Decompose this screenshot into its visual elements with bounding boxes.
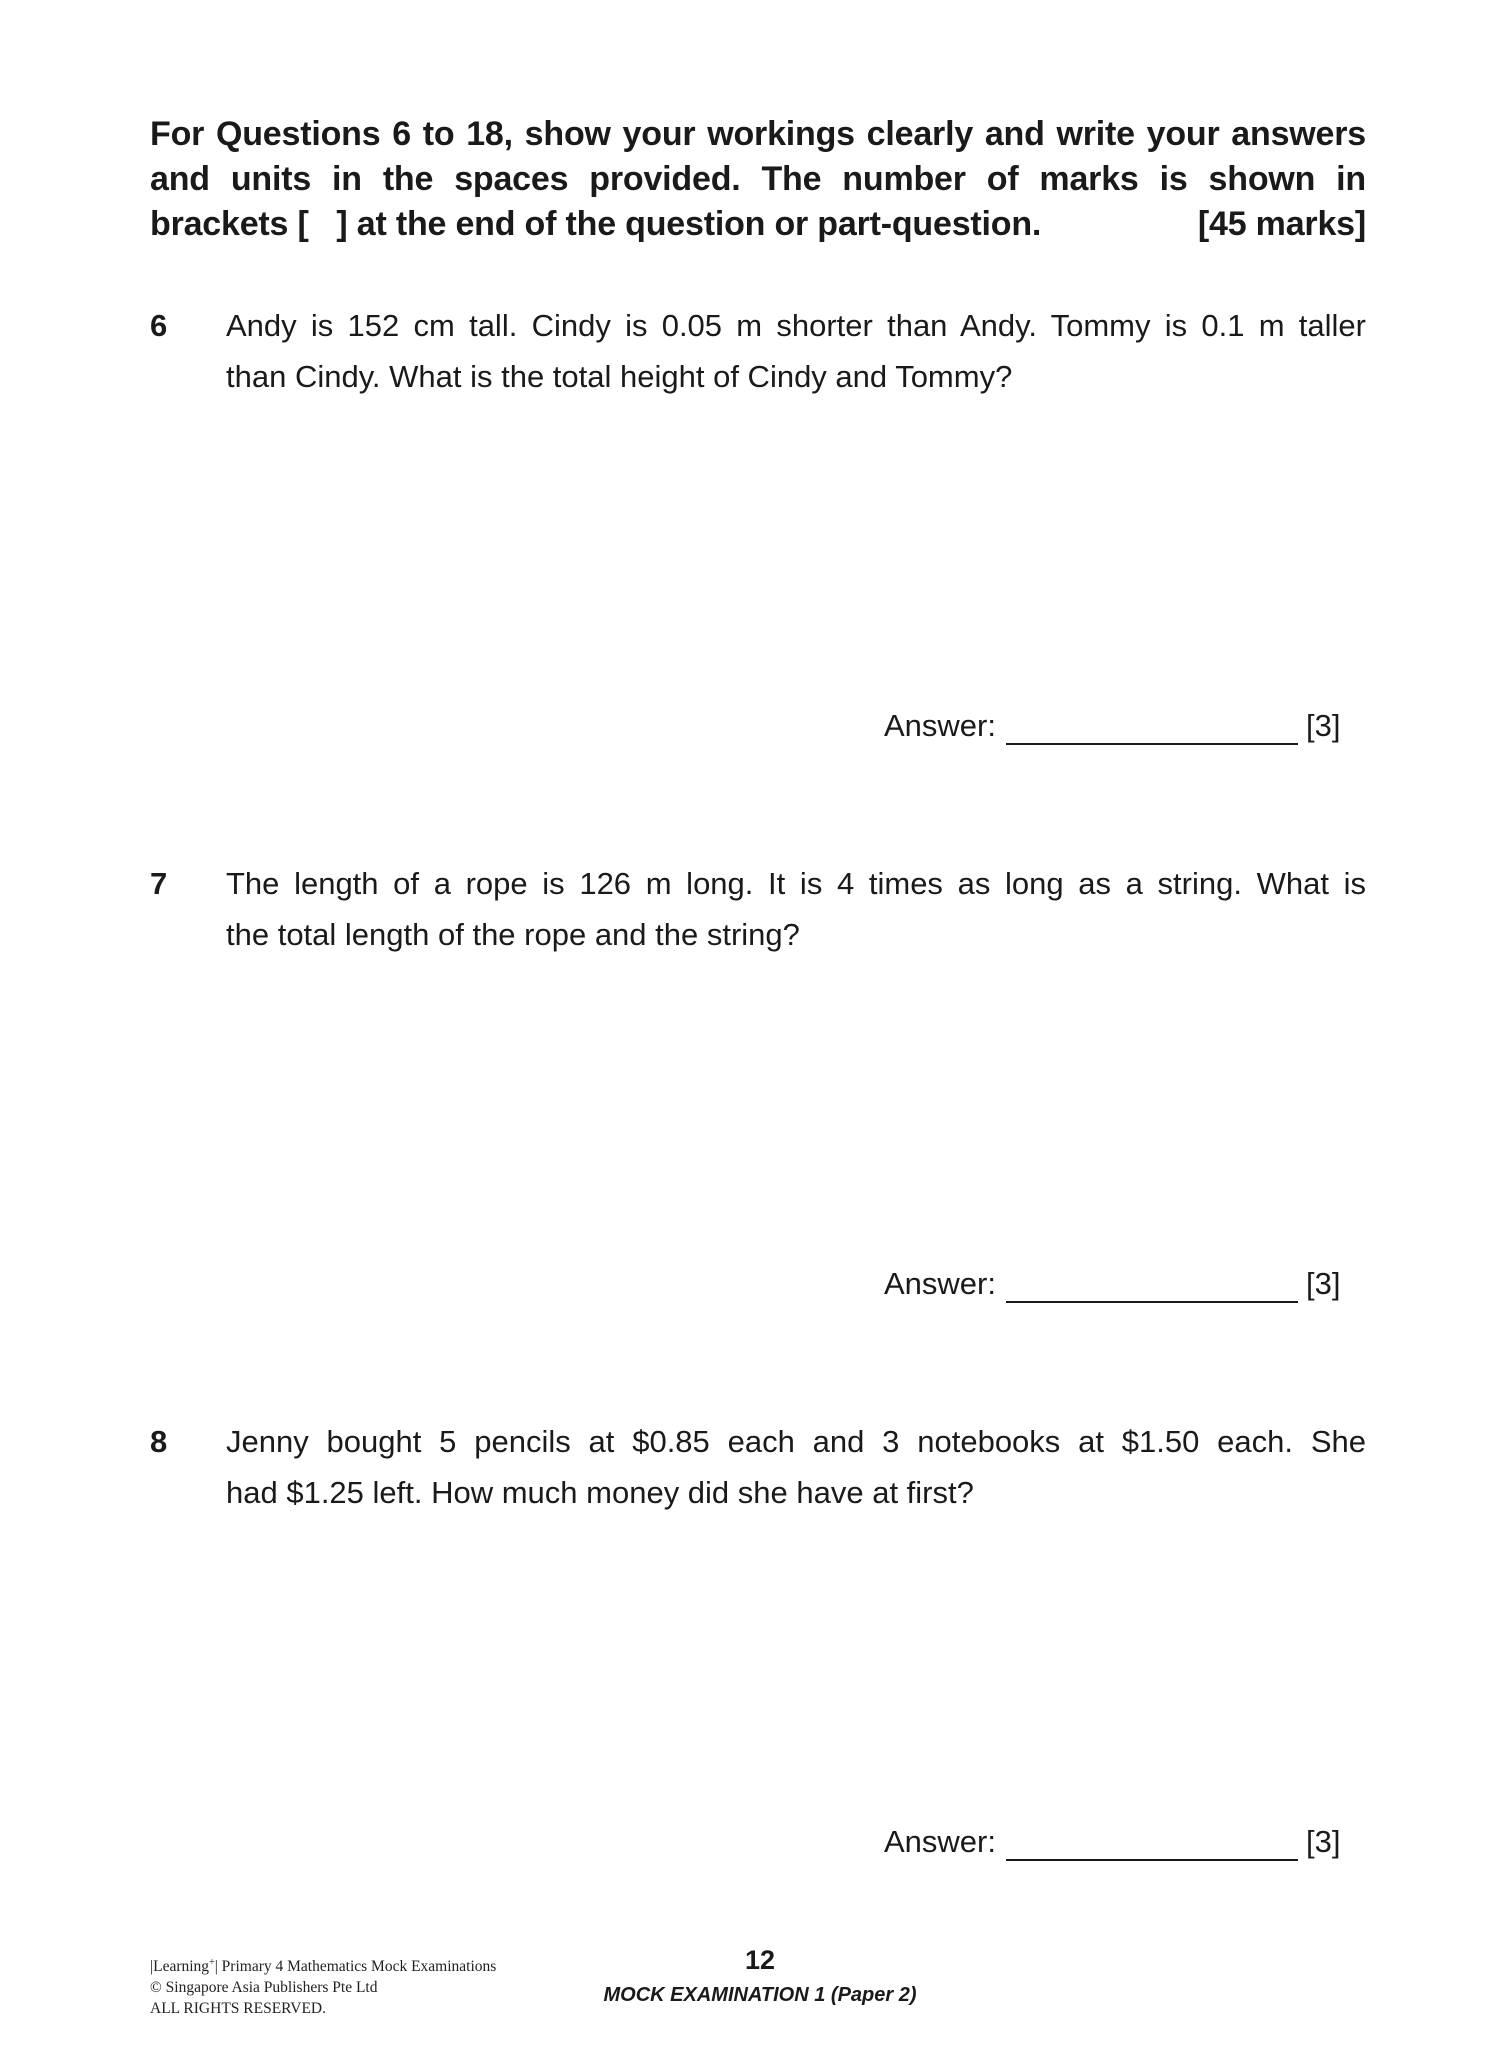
publisher-line-2: © Singapore Asia Publishers Pte Ltd (150, 1979, 378, 1997)
question-number: 6 (150, 308, 168, 343)
answer-label: Answer: (884, 708, 996, 743)
question-text-line-2: had $1.25 left. How much money did she have at first? (226, 1475, 974, 1510)
marks-label: [3] (1305, 708, 1341, 743)
answer-input-8[interactable] (1006, 1829, 1298, 1861)
marks-label: [3] (1305, 1824, 1341, 1859)
question-text-line-2: than Cindy. What is the total height of Cindy and Tommy? (226, 359, 1013, 394)
question-number: 8 (150, 1424, 168, 1459)
publisher-line-1 (150, 1952, 496, 1977)
question-text (226, 300, 1366, 402)
section-instructions (150, 112, 1366, 247)
page-number: 12 (744, 1945, 776, 1975)
question-text-line-2: the total length of the rope and the string? (226, 917, 800, 952)
answer-input-7[interactable] (1006, 1271, 1298, 1303)
instructions-line-3-text: brackets [ ] at the end of the question or part-question. (150, 205, 1042, 243)
question-text-line-1: Andy is 152 cm tall. Cindy is 0.05 m shorter than Andy. Tommy is 0.1 m taller (226, 308, 1366, 343)
publisher-line-3: ALL RIGHTS RESERVED. (150, 2000, 327, 2018)
publisher-brand-sup: + (209, 1957, 215, 1968)
question-number: 7 (150, 866, 168, 901)
marks-label: [3] (1305, 1266, 1341, 1301)
publisher-info (150, 1952, 496, 2019)
answer-row-8 (884, 1820, 1368, 1864)
total-marks: [45 marks] (1197, 205, 1366, 243)
question-text-line-1: The length of a rope is 126 m long. It is 4 times as long as a string. What is (226, 866, 1366, 901)
publisher-brand: |Learning (150, 1958, 210, 1976)
exam-title: MOCK EXAMINATION 1 (Paper 2) (603, 1984, 917, 2006)
answer-row-6 (884, 704, 1368, 748)
question-text (226, 858, 1366, 960)
answer-row-7 (884, 1262, 1368, 1306)
answer-label: Answer: (884, 1266, 996, 1301)
instructions-line-1: For Questions 6 to 18, show your workings clearly and write your answers (150, 115, 1366, 153)
publisher-series: | Primary 4 Mathematics Mock Examinations (214, 1958, 497, 1976)
instructions-line-2: and units in the spaces provided. The number of marks is shown in (150, 160, 1366, 198)
instructions-line-3 (150, 202, 1366, 247)
answer-input-6[interactable] (1006, 713, 1298, 745)
question-text (226, 1416, 1366, 1518)
answer-label: Answer: (884, 1824, 996, 1859)
question-text-line-1: Jenny bought 5 pencils at $0.85 each and 3 notebooks at $1.50 each. She (226, 1424, 1366, 1459)
